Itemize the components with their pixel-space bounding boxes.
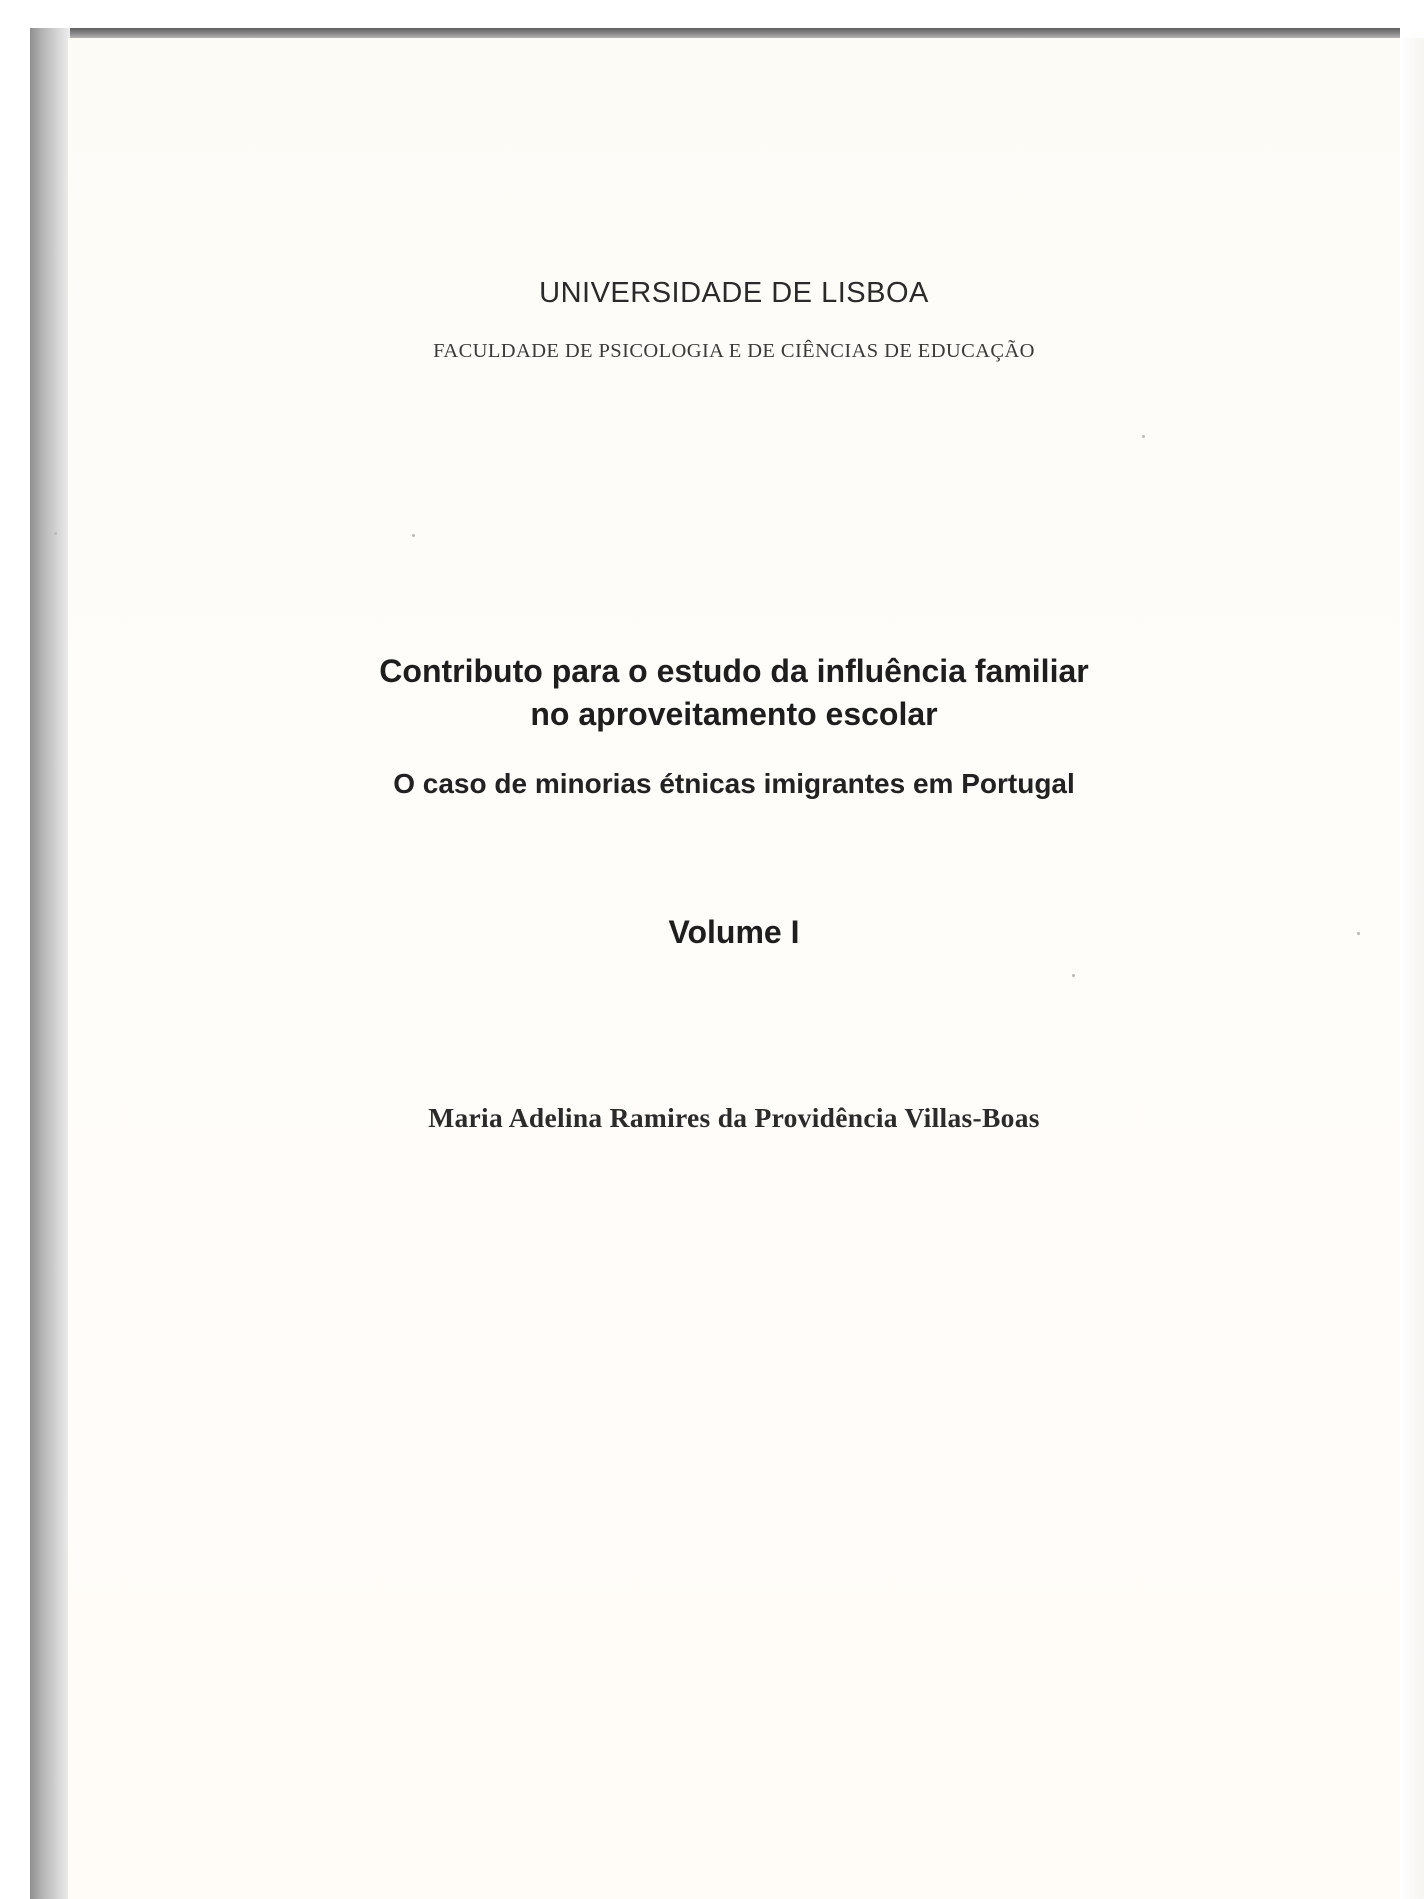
paper-speck [54, 532, 57, 535]
page-right-shadow [1400, 38, 1424, 1899]
paper-speck [1072, 974, 1075, 977]
document-subtitle: O caso de minorias étnicas imigrantes em Portugal [393, 768, 1075, 799]
title-line-2: no aproveitamento escolar [530, 696, 938, 732]
volume-label: Volume I [668, 914, 800, 950]
university-name: UNIVERSIDADE DE LISBOA [539, 277, 929, 309]
cover-page [68, 38, 1400, 1899]
document-title [68, 650, 1400, 736]
paper-speck [412, 534, 415, 537]
author-name: Maria Adelina Ramires da Providência Villas-Boas [428, 1102, 1040, 1133]
title-line-1: Contributo para o estudo da influência familiar [379, 653, 1089, 689]
scan-left-edge [30, 28, 70, 1899]
faculty-name: FACULDADE DE PSICOLOGIA E DE CIÊNCIAS DE EDUCAÇÃO [433, 340, 1035, 362]
paper-speck [1142, 435, 1145, 438]
